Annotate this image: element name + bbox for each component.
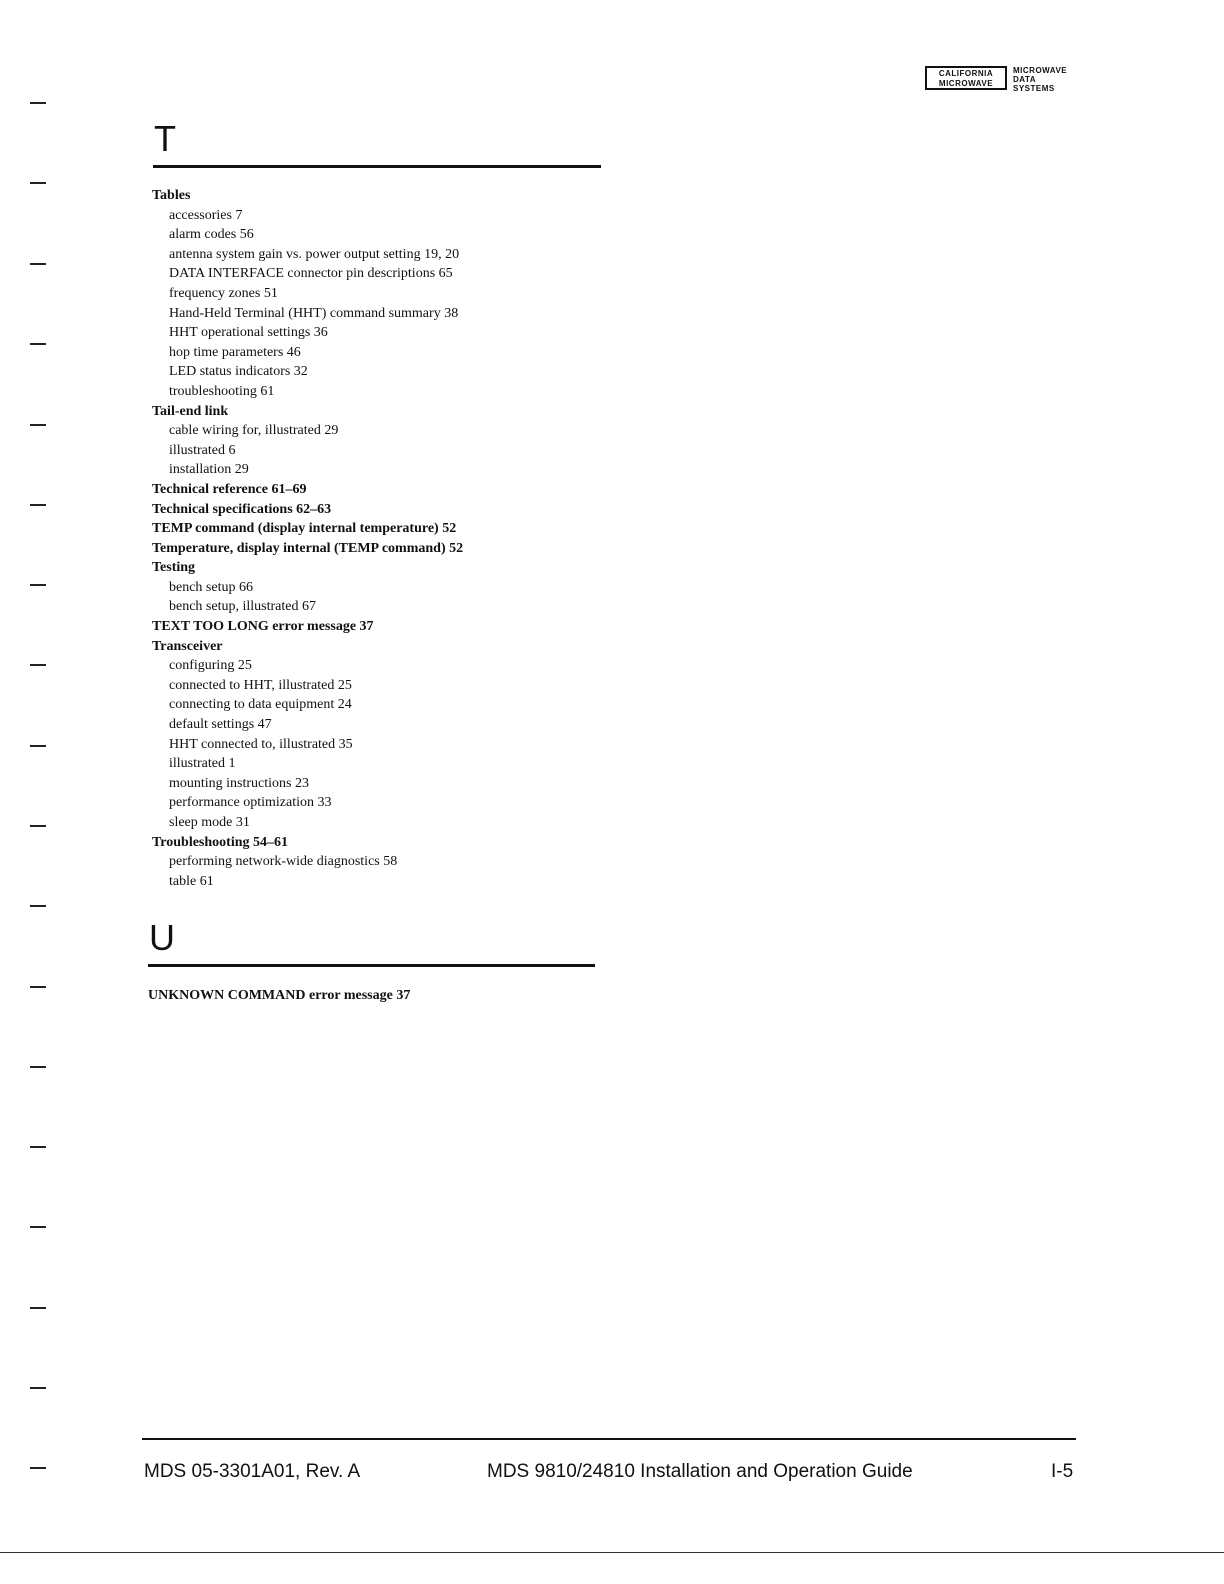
index-heading: Tables [152, 188, 191, 203]
index-subentry: mounting instructions 23 [169, 775, 309, 791]
index-subentry: troubleshooting 61 [169, 383, 275, 399]
index-entries-t [152, 186, 463, 891]
margin-tick [30, 664, 46, 666]
index-subentry: LED status indicators 32 [169, 364, 308, 380]
index-subentry: Hand-Held Terminal (HHT) command summary 38 [169, 305, 459, 321]
index-subentry: table 61 [169, 873, 214, 889]
margin-tick [30, 263, 46, 265]
index-subentry: performance optimization 33 [169, 795, 332, 811]
index-subentry: frequency zones 51 [169, 285, 278, 301]
index-heading: Technical reference 61–69 [152, 481, 307, 497]
index-subentry: default settings 47 [169, 717, 272, 733]
footer-title: MDS 9810/24810 Installation and Operation Guide [487, 1461, 913, 1482]
index-heading: Technical specifications 62–63 [152, 501, 332, 517]
index-heading: TEXT TOO LONG error message 37 [152, 619, 374, 635]
margin-tick [30, 1066, 46, 1068]
index-subentry: HHT operational settings 36 [169, 325, 328, 341]
margin-tick [30, 1226, 46, 1228]
margin-tick [30, 986, 46, 988]
logo-word-systems: SYSTEMS [1013, 84, 1055, 93]
section-letter-u: U [149, 917, 175, 958]
logo-box-line2: MICROWAVE [938, 79, 994, 88]
index-heading: Temperature, display internal (TEMP command) 52 [152, 540, 464, 556]
section-letter-t: T [154, 118, 176, 159]
footer-rule [142, 1438, 1076, 1440]
index-subentry: illustrated 6 [169, 442, 236, 458]
index-subentry: installation 29 [169, 462, 249, 478]
section-rule-t [153, 165, 601, 168]
index-subentry: antenna system gain vs. power output setting 19, 20 [169, 246, 460, 262]
logo-word-data: DATA [1013, 75, 1037, 84]
page-bottom-edge [0, 1552, 1224, 1553]
index-heading: Testing [152, 560, 196, 576]
logo-box [925, 66, 1007, 90]
margin-tick [30, 1467, 46, 1469]
index-heading: Tail-end link [152, 403, 229, 419]
index-subentry: sleep mode 31 [169, 815, 250, 830]
index-subentry: HHT connected to, illustrated 35 [169, 736, 353, 752]
margin-tick [30, 905, 46, 907]
index-subentry: cable wiring for, illustrated 29 [169, 423, 339, 439]
logo-words [1013, 66, 1067, 93]
footer-doc-number: MDS 05-3301A01, Rev. A [144, 1461, 361, 1482]
index-heading: TEMP command (display internal temperature) 52 [152, 521, 457, 537]
index-subentry: bench setup, illustrated 67 [169, 599, 316, 615]
index-heading: Transceiver [152, 638, 223, 654]
index-subentry: connected to HHT, illustrated 25 [169, 677, 352, 693]
logo-box-line1: CALIFORNIA [938, 69, 994, 78]
index-heading: Troubleshooting 54–61 [152, 834, 289, 850]
margin-tick [30, 745, 46, 747]
index-subentry: performing network-wide diagnostics 58 [169, 854, 398, 870]
margin-tick [30, 504, 46, 506]
index-subentry: DATA INTERFACE connector pin descriptions 65 [169, 266, 453, 282]
margin-tick [30, 1307, 46, 1309]
index-subentry: alarm codes 56 [169, 227, 254, 243]
index-heading: UNKNOWN COMMAND error message 37 [148, 988, 411, 1003]
footer-page-number: I-5 [1051, 1461, 1074, 1482]
index-subentry: connecting to data equipment 24 [169, 697, 352, 713]
margin-tick [30, 182, 46, 184]
index-subentry: illustrated 1 [169, 756, 236, 772]
margin-tick [30, 1387, 46, 1389]
index-subentry: accessories 7 [169, 207, 243, 223]
logo-word-microwave: MICROWAVE [1013, 66, 1068, 75]
margin-tick [30, 584, 46, 586]
index-subentry: bench setup 66 [169, 579, 253, 595]
margin-tick [30, 343, 46, 345]
section-rule-u [148, 964, 595, 967]
margin-tick [30, 825, 46, 827]
index-subentry: configuring 25 [169, 658, 252, 674]
margin-tick [30, 102, 46, 104]
index-subentry: hop time parameters 46 [169, 344, 301, 360]
company-logo [925, 66, 1089, 96]
index-entries-u [148, 986, 410, 1006]
margin-tick [30, 1146, 46, 1148]
margin-tick [30, 424, 46, 426]
